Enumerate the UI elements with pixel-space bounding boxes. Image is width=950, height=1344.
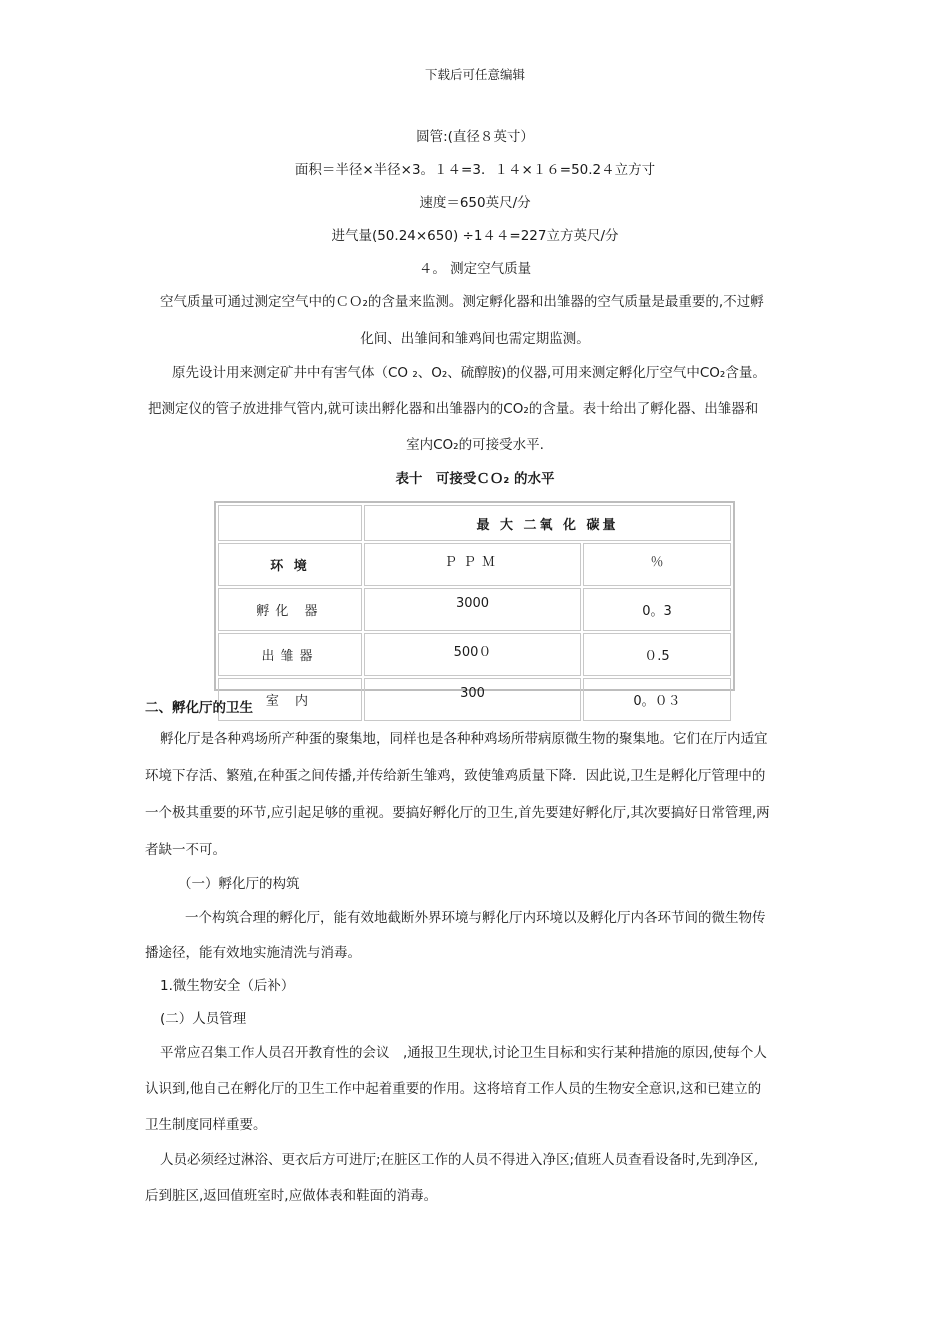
table-cell-pct: ０.5 <box>583 633 731 676</box>
paragraph-line: 者缺一不可。 <box>145 842 226 858</box>
paragraph-line: 平常应召集工作人员召开教育性的会议 ,通报卫生现状,讨论卫生目标和实行某种措施的原因,使每个人 <box>160 1045 767 1061</box>
section-heading-2: 二、孵化厅的卫生 <box>145 700 253 716</box>
speed-line: 速度＝650英尺/分 <box>419 195 531 211</box>
paragraph-line: 一个极其重要的环节,应引起足够的重视。要搞好孵化厅的卫生,首先要建好孵化厅,其次要搞好日常管理,两 <box>145 805 770 821</box>
table-group-header: 最 大 二氧 化 碳量 <box>364 505 731 541</box>
co2-table <box>214 501 735 709</box>
paragraph-line: 化间、出雏间和雏鸡间也需定期监测。 <box>360 331 590 347</box>
section-heading-4: ４。 测定空气质量 <box>418 261 532 277</box>
table-cell-ppm: 300 <box>364 678 581 721</box>
subsection-heading: （一）孵化厅的构筑 <box>178 876 300 892</box>
table-cell-env: 出雏器 <box>218 633 362 676</box>
table-col-header-ppm: ＰＰＭ <box>364 543 581 586</box>
table-row <box>218 588 731 631</box>
paragraph-line: 一个构筑合理的孵化厅，能有效地截断外界环境与孵化厅内环境以及孵化厅内各环节间的微生物传 <box>185 910 766 926</box>
table-row <box>218 633 731 676</box>
subsection-heading: (二）人员管理 <box>160 1011 247 1027</box>
table-cell-env: 室 内 <box>218 678 362 721</box>
table-cell-env: 孵化 器 <box>218 588 362 631</box>
table-header-empty <box>218 505 362 541</box>
paragraph-line: 孵化厅是各种鸡场所产种蛋的聚集地，同样也是各种种鸡场所带病原微生物的聚集地。它们在厅内适宜 <box>160 731 768 747</box>
table-col-header-env: 环 境 <box>218 543 362 586</box>
table-cell-ppm: 3000 <box>364 588 581 631</box>
paragraph-line: 后到脏区,返回值班室时,应做体表和鞋面的消毒。 <box>145 1188 438 1204</box>
table-col-header-pct: ％ <box>583 543 731 586</box>
paragraph-line: 卫生制度同样重要。 <box>145 1117 267 1133</box>
paragraph-line: 把测定仪的管子放进排气管内,就可读出孵化器和出雏器内的CO₂的含量。表十给出了孵化器、出雏器和 <box>148 401 759 417</box>
area-formula: 面积＝半径×半径×3。１４=3．１４×１６=50.2４立方寸 <box>294 162 656 178</box>
table-row <box>218 678 731 721</box>
paragraph-line: 人员必须经过淋浴、更衣后方可进厅;在脏区工作的人员不得进入净区;值班人员查看设备时,先到净区, <box>160 1152 759 1168</box>
table-cell-ppm: 500０ <box>364 633 581 676</box>
paragraph-line: 原先设计用来测定矿井中有害气体（CO ₂、O₂、硫醇胺)的仪器,可用来测定孵化厅空气中CO₂含量。 <box>172 365 766 381</box>
pipe-line: 圆管:(直径８英寸） <box>416 129 534 145</box>
paragraph-line: 播途径，能有效地实施清洗与消毒。 <box>145 945 361 961</box>
table-title: 表十 可接受ＣＯ₂ 的水平 <box>395 471 555 487</box>
table-cell-pct: 0。3 <box>583 588 731 631</box>
paragraph-line: 空气质量可通过测定空气中的ＣＯ₂的含量来监测。测定孵化器和出雏器的空气质量是最重要的,不过孵 <box>160 294 764 310</box>
paragraph-line: 认识到,他自己在孵化厅的卫生工作中起着重要的作用。这将培育工作人员的生物安全意识,这和已建立的 <box>145 1081 762 1097</box>
list-item: 1.微生物安全（后补） <box>160 978 295 994</box>
paragraph-line: 室内CO₂的可接受水平. <box>406 437 544 453</box>
table-cell-pct: 0。０３ <box>583 678 731 721</box>
paragraph-line: 环境下存活、繁殖,在种蛋之间传播,并传给新生雏鸡，致使雏鸡质量下降．因此说,卫生是孵化厅管理中的 <box>145 768 766 784</box>
intake-formula: 进气量(50.24×650) ÷1４４=227立方英尺/分 <box>331 228 619 244</box>
header-note: 下载后可任意编辑 <box>424 67 525 82</box>
